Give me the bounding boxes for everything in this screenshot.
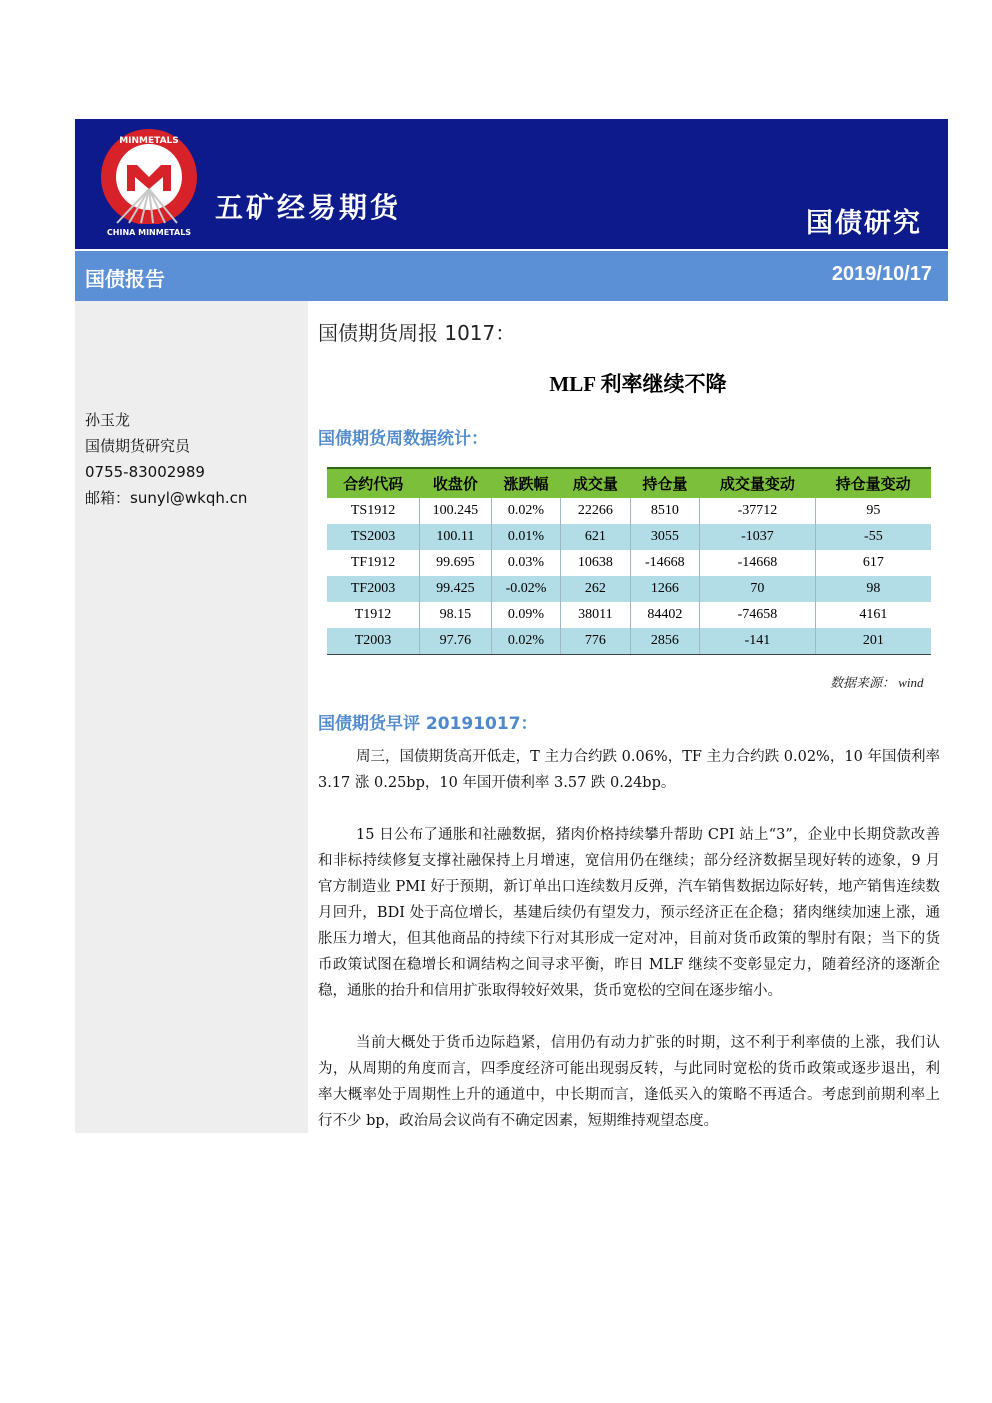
company-name: 五矿经易期货 (215, 191, 402, 224)
table-cell: 617 (862, 555, 884, 570)
table-cell: 99.425 (420, 576, 492, 602)
table-cell: -1037 (700, 524, 816, 550)
table-cell: 99.695 (420, 550, 492, 576)
col-header: 收盘价 (420, 468, 492, 498)
author-email: 邮箱：sunyl@wkqh.cn (85, 489, 248, 507)
table-cell: 0.09% (491, 602, 560, 628)
table-cell: -37712 (700, 498, 816, 524)
doc-title: 国债期货周报 1017： (318, 321, 516, 345)
col-header: 持仓量变动 (815, 468, 931, 498)
futures-stats-table (327, 467, 931, 655)
table-row (327, 498, 931, 524)
header-banner (75, 119, 948, 249)
table-cell: 201 (815, 628, 931, 655)
logo-text-top: MINMETALS (119, 136, 179, 146)
table-cell: 621 (561, 524, 630, 550)
table-row (327, 576, 931, 602)
table-cell: T1912 (327, 602, 420, 628)
table-cell: -14668 (700, 550, 816, 576)
col-header: 持仓量 (630, 468, 699, 498)
table-cell: TS2003 (327, 524, 420, 550)
table-cell: 776 (561, 628, 630, 655)
table-cell: 0.01% (491, 524, 560, 550)
table-row (327, 550, 931, 576)
logo-text-bottom: CHINA MINMETALS (106, 228, 192, 237)
table-cell: 1266 (630, 576, 699, 602)
table-cell: -74658 (700, 602, 816, 628)
table-cell: -55 (815, 524, 931, 550)
table-row (327, 602, 931, 628)
table-cell: -14668 (630, 550, 699, 576)
paragraph: 当前大概处于货币边际趋紧，信用仍有动力扩张的时期，这不利于利率债的上涨，我们认为，从周期的角度而言，四季度经济可能出现弱反转，与此同时宽松的货币政策或逐步退出，利率大概率处于周期性上升的通道中，中长期而言，逢低买入的策略不再适合。考虑到前期利率上行不少 bp，政治局会议尚有不确定因素，短期维持观望态度。 (318, 1035, 940, 1129)
doc-subtitle: MLF 利率继续不降 (549, 372, 727, 396)
table-cell: 100.245 (420, 498, 492, 524)
table-cell: 0.02% (491, 628, 560, 655)
author-sidebar (75, 301, 308, 1133)
author-phone: 0755-83002989 (85, 463, 205, 481)
review-heading: 国债期货早评 20191017： (318, 714, 538, 734)
table-cell: 8510 (630, 498, 699, 524)
table-cell: 2856 (630, 628, 699, 655)
paragraph: 15 日公布了通胀和社融数据，猪肉价格持续攀升帮助 CPI 站上“3”，企业中长期贷款改善和非标持续修复支撑社融保持上月增速，宽信用仍在继续；部分经济数据呈现好转的迹象，9 月官方制造业 PMI 好于预期，新订单出口连续数月反弹，汽车销售数据边际好转，地产销售连续数月回升，BDI 处于高位增长，基建后续仍有望发力，预示经济正在企稳；猪肉继续加速上涨，通胀压力增大，但其他商品的持续下行对其形成一定对冲，目前对货币政策的掣肘有限；当下的货币政策试图在稳增长和调结构之间寻求平衡，昨日 MLF 继续不变彰显定力，随着经济的逐渐企稳，通胀的抬升和信用扩张取得较好效果，货币宽松的空间在逐步缩小。 (318, 827, 940, 999)
report-date: 2019/10/17 (831, 263, 932, 285)
table-cell: 98.15 (420, 602, 492, 628)
table-cell: 84402 (630, 602, 699, 628)
table-cell: 0.03% (491, 550, 560, 576)
minmetals-logo (97, 127, 201, 239)
table-cell: 70 (700, 576, 816, 602)
author-name: 孙玉龙 (85, 411, 131, 429)
report-type: 国债报告 (85, 267, 165, 291)
col-header: 成交量 (561, 468, 630, 498)
table-cell: 100.11 (420, 524, 492, 550)
paragraph: 周三，国债期货高开低走，T 主力合约跌 0.06%，TF 主力合约跌 0.02%，10 年国债利率 3.17 涨 0.25bp，10 年国开债利率 3.57 跌 0.24bp。 (318, 749, 940, 791)
table-cell: TS1912 (327, 498, 420, 524)
table-cell: 22266 (561, 498, 630, 524)
stats-heading: 国债期货周数据统计： (318, 429, 488, 449)
table-cell: 10638 (561, 550, 630, 576)
table-cell: TF1912 (327, 550, 420, 576)
table-row (327, 524, 931, 550)
section-title: 国债研究 (806, 208, 922, 239)
table-cell: T2003 (327, 628, 420, 655)
table-cell: 97.76 (420, 628, 492, 655)
col-header: 涨跌幅 (491, 468, 560, 498)
table-cell: TF2003 (327, 576, 420, 602)
author-block (85, 407, 247, 511)
data-source: 数据来源： wind (830, 675, 924, 690)
col-header: 合约代码 (327, 468, 420, 498)
table-cell: -0.02% (491, 576, 560, 602)
table-header-row (327, 468, 931, 498)
table-cell: 262 (561, 576, 630, 602)
table-cell: 95 (866, 503, 881, 518)
table-row (327, 628, 931, 655)
report-bar (75, 251, 948, 301)
table-cell: 4161 (859, 607, 888, 622)
author-role: 国债期货研究员 (85, 437, 191, 455)
table-cell: 38011 (561, 602, 630, 628)
table-cell: 98 (815, 576, 931, 602)
table-cell: 3055 (630, 524, 699, 550)
col-header: 成交量变动 (700, 468, 816, 498)
table-cell: -141 (700, 628, 816, 655)
table-cell: 0.02% (491, 498, 560, 524)
